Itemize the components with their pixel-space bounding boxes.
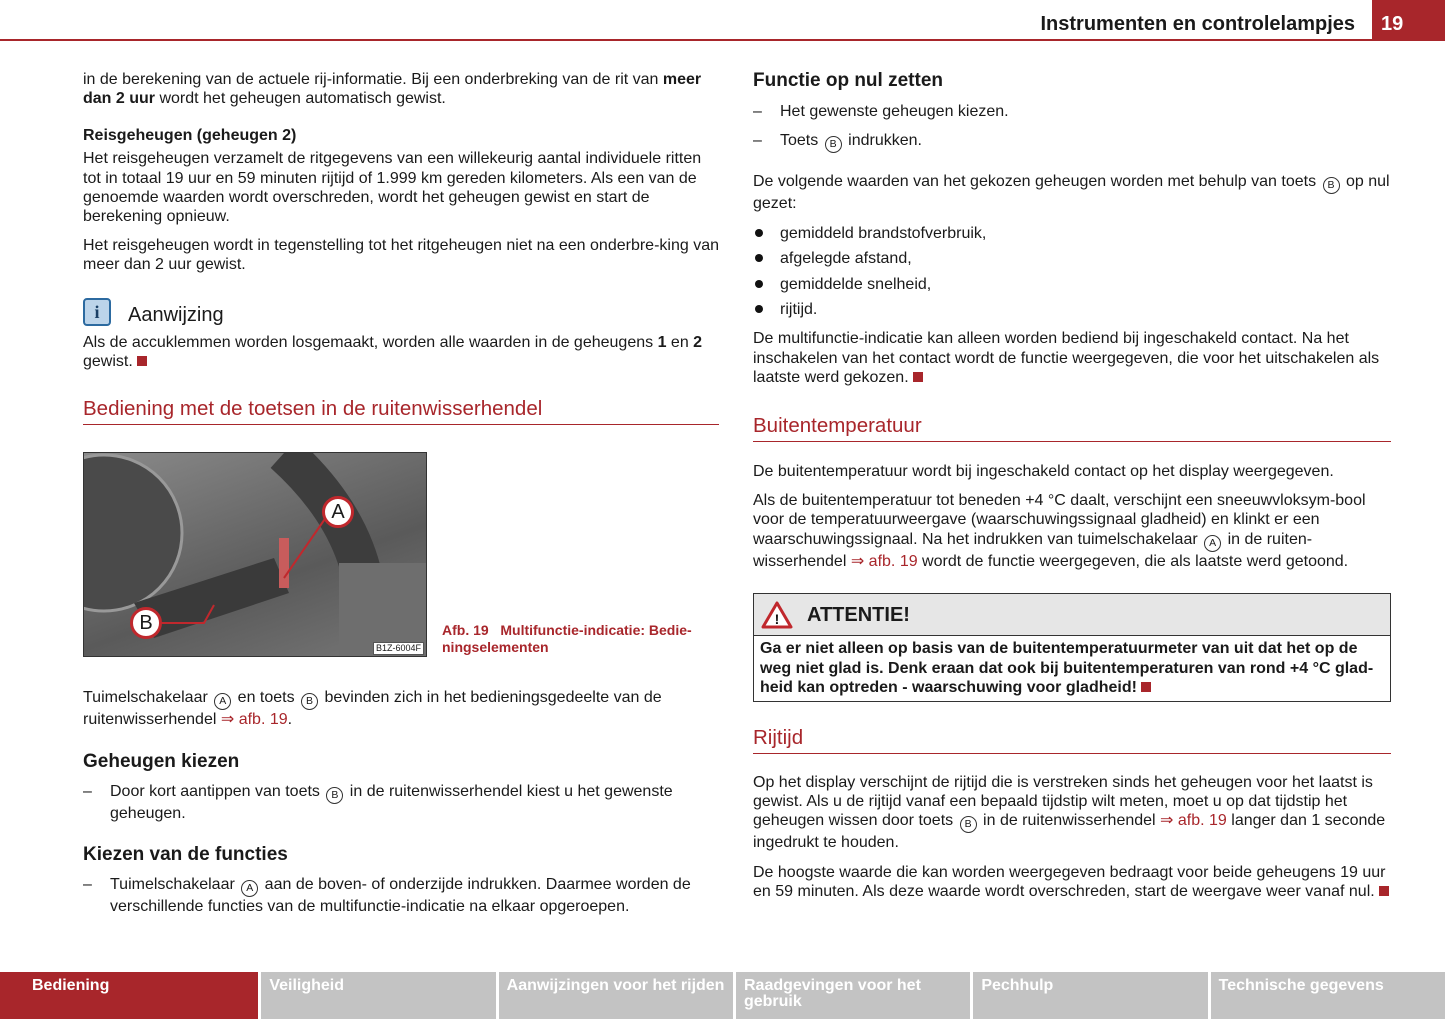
paragraph: De volgende waarden van het gekozen geheugen worden met behulp van toets B op nul gezet: xyxy=(753,173,1390,213)
paragraph: in de berekening van de actuele rij-informatie. Bij een onderbreking van de rit van meer dan 2 uur wordt het geheugen automatisch gewist. xyxy=(83,71,702,108)
tab-technische-gegevens[interactable]: Technische gegevens xyxy=(1211,972,1445,1019)
note-title: Aanwijzing xyxy=(128,303,224,326)
paragraph: Het reisgeheugen verzamelt de ritgegevens van een willekeurig aantal individuele ritten tot in totaal 19 uur en 59 minuten rijtijd of 1.999 km gereden kilometers. Als een van de genoemde waarden wordt overschreden, wordt het geheugen gewist en start de berekening opnieuw. xyxy=(83,150,702,226)
tab-raadgevingen-gebruik[interactable]: Raadgevingen voor het gebruik xyxy=(736,972,970,1019)
svg-text:!: ! xyxy=(774,610,780,627)
figure-caption: Afb. 19 Multifunctie-indicatie: Bedie-ningselementen xyxy=(442,622,692,656)
key-a-symbol: A xyxy=(214,693,231,710)
subheading-reisgeheugen: Reisgeheugen (geheugen 2) xyxy=(83,126,297,144)
end-marker-icon xyxy=(1379,886,1389,896)
key-b-symbol: B xyxy=(960,816,977,833)
right-column xyxy=(753,70,1391,902)
list-item: rijtijd. xyxy=(753,300,1391,319)
paragraph: Als de buitentemperatuur tot beneden +4 °C daalt, verschijnt een sneeuwvloksym-bool voor de temperatuurweergave (waarschuwingssignaal gladheid) en klinkt er een waarschuwingssignaal. Na het indrukken van tuimelschakelaar A in de ruiten-wisserhendel ⇒ afb. 19 wordt de functie weergegeven, die als laatste werd getoond. xyxy=(753,492,1366,570)
warning-text: Ga er niet alleen op basis van de buitentemperatuurmeter van uit dat het op de weg niet glad is. Denk eraan dat ook bij buitentemperaturen van rond +4 °C glad-heid kan optreden - waarschuwing voor gladheid! xyxy=(760,640,1374,697)
warning-header xyxy=(754,594,1390,636)
key-b-symbol: B xyxy=(1323,177,1340,194)
key-b-symbol: B xyxy=(301,693,318,710)
section-heading: Bediening met de toetsen in de ruitenwisserhendel xyxy=(83,397,719,425)
tab-pechhulp[interactable]: Pechhulp xyxy=(973,972,1207,1019)
note-text: Als de accuklemmen worden losgemaakt, worden alle waarden in de geheugens 1 en 2 gewist. xyxy=(83,333,703,371)
paragraph: De multifunctie-indicatie kan alleen worden bediend bij ingeschakeld contact. Na het inschakelen van het contact wordt de functie weergegeven, die voor het uitschakelen als laatste werd gekozen. xyxy=(753,330,1380,387)
paragraph: De hoogste waarde die kan worden weergegeven bedraagt voor beide geheugens 19 uur en 59 minuten. Als deze waarde wordt overschreden, start de weergave weer vanaf nul. xyxy=(753,863,1391,902)
callout-b: B xyxy=(130,607,162,639)
warning-triangle-icon xyxy=(761,601,793,629)
figure-image xyxy=(83,452,427,657)
key-a-symbol: A xyxy=(1204,535,1221,552)
note-header xyxy=(83,297,719,327)
figure xyxy=(83,452,719,657)
left-column xyxy=(83,70,719,917)
page-number: 19 xyxy=(1372,0,1445,41)
figure-link[interactable]: ⇒ afb. 19 xyxy=(220,711,288,729)
info-icon: i xyxy=(83,298,111,326)
step: – Tuimelschakelaar A aan de boven- of onderzijde indrukken. Daarmee worden de verschillende functies van de multifunctie-indicatie na elkaar opgeroepen. xyxy=(83,875,719,916)
end-marker-icon xyxy=(913,372,923,382)
figure-link[interactable]: ⇒ afb. 19 xyxy=(1160,812,1227,830)
key-a-symbol: A xyxy=(241,880,258,897)
paragraph: Op het display verschijnt de rijtijd die is verstreken sinds het geheugen voor het laatst is gewist. Als u de rijtijd vanaf een bepaald tijdstip wilt meten, moet u op dat tijdstip het geheugen wissen door toets B in de ruitenwisserhendel ⇒ afb. 19 langer dan 1 seconde ingedrukt te houden. xyxy=(753,773,1386,852)
callout-a: A xyxy=(322,496,354,528)
step: – Toets B indrukken. xyxy=(753,131,1391,153)
key-b-symbol: B xyxy=(326,787,343,804)
end-marker-icon xyxy=(137,356,147,366)
list-item: afgelegde afstand, xyxy=(753,249,1391,268)
header-rule xyxy=(0,39,1372,41)
subheading-functies: Kiezen van de functies xyxy=(83,844,288,866)
figure-code: B1Z-6004F xyxy=(373,642,424,655)
chapter-title: Instrumenten en controlelampjes xyxy=(1040,13,1355,35)
bullet-list xyxy=(753,224,1391,326)
list-item: gemiddeld brandstofverbruik, xyxy=(753,224,1391,243)
paragraph: De buitentemperatuur wordt bij ingeschakeld contact op het display weergegeven. xyxy=(753,462,1334,480)
step: – Door kort aantippen van toets B in de ruitenwisserhendel kiest u het gewenste geheugen. xyxy=(83,782,719,823)
end-marker-icon xyxy=(1141,682,1151,692)
chapter-tabs xyxy=(0,972,1445,1019)
warning-box xyxy=(753,593,1391,701)
step: – Het gewenste geheugen kiezen. xyxy=(753,102,1391,121)
tab-bediening[interactable]: Bediening xyxy=(0,972,258,1019)
key-b-symbol: B xyxy=(825,136,842,153)
warning-title: ATTENTIE! xyxy=(807,603,910,626)
list-item: gemiddelde snelheid, xyxy=(753,275,1391,294)
section-heading-rijtijd: Rijtijd xyxy=(753,726,1391,754)
paragraph: Het reisgeheugen wordt in tegenstelling tot het ritgeheugen niet na een onderbre-king van meer dan 2 uur gewist. xyxy=(83,236,719,274)
figure-link[interactable]: ⇒ afb. 19 xyxy=(850,552,918,570)
subheading-geheugen-kiezen: Geheugen kiezen xyxy=(83,750,240,772)
subheading-nul: Functie op nul zetten xyxy=(753,70,943,91)
tab-aanwijzingen-rijden[interactable]: Aanwijzingen voor het rijden xyxy=(499,972,733,1019)
tab-veiligheid[interactable]: Veiligheid xyxy=(261,972,495,1019)
section-heading-buitentemperatuur: Buitentemperatuur xyxy=(753,414,1391,442)
paragraph: Tuimelschakelaar A en toets B bevinden zich in het bedieningsgedeelte van de ruitenwisserhendel ⇒ afb. 19. xyxy=(83,689,662,729)
